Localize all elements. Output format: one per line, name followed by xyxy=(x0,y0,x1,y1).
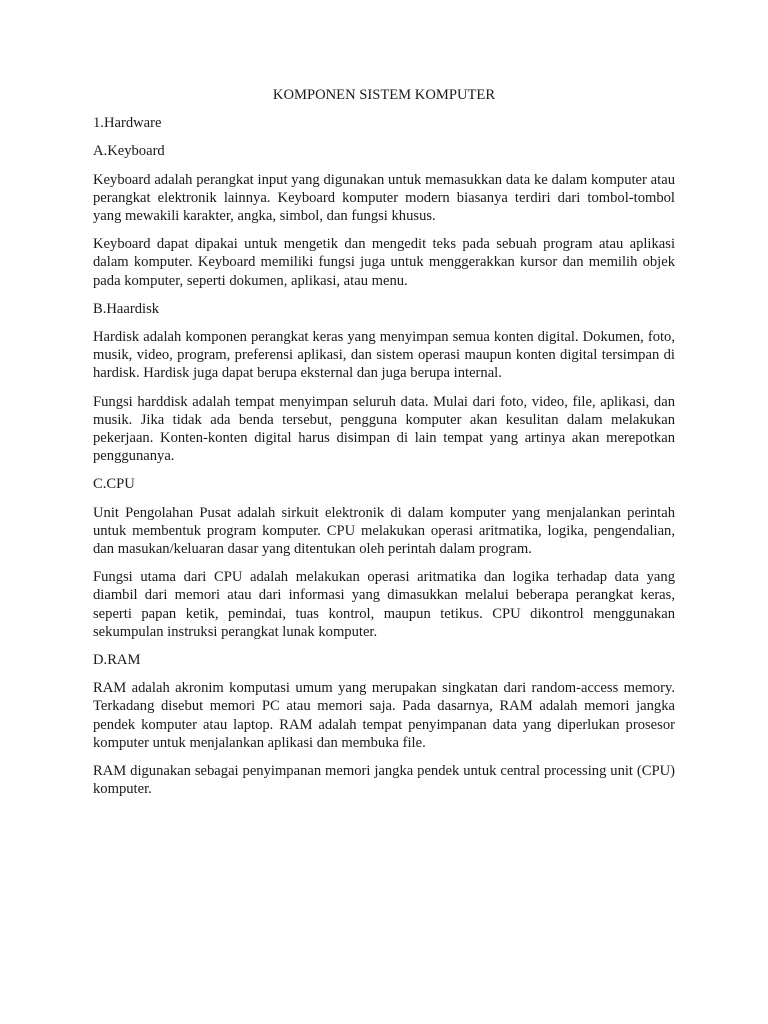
paragraph-keyboard-2: Keyboard dapat dipakai untuk mengetik dan mengedit teks pada sebuah program atau aplikasi dalam komputer. Keyboard memiliki fungsi juga untuk menggerakkan kursor dan memilih objek pada komputer, seperti dokumen, aplikasi, atau menu. xyxy=(93,236,675,289)
document-title: KOMPONEN SISTEM KOMPUTER xyxy=(272,87,496,103)
subheading-harddisk: B.Haardisk xyxy=(93,300,160,317)
subheading-ram: D.RAM xyxy=(93,652,141,669)
paragraph-harddisk-1: Hardisk adalah komponen perangkat keras yang menyimpan semua konten digital. Dokumen, foto, musik, video, program, preferensi aplikasi, dan sistem operasi maupun konten digital tersimpan di hardisk. Hardisk juga dapat berupa eksternal dan juga berupa internal. xyxy=(93,329,675,382)
paragraph-ram-1: RAM adalah akronim komputasi umum yang merupakan singkatan dari random-access memory. Terkadang disebut memori PC atau memori saja. Pada dasarnya, RAM adalah memori jangka pendek komputer atau laptop. RAM adalah tempat penyimpanan data yang diperlukan prosesor komputer untuk menjalankan aplikasi dan membuka file. xyxy=(93,680,675,751)
paragraph-harddisk-2: Fungsi harddisk adalah tempat menyimpan seluruh data. Mulai dari foto, video, file, aplikasi, dan musik. Jika tidak ada benda tersebut, pengguna komputer akan kesulitan dalam melakukan pekerjaan. Konten-konten digital harus disimpan di lain tempat yang artinya akan merepotkan penggunanya. xyxy=(93,393,675,465)
paragraph-cpu-1: Unit Pengolahan Pusat adalah sirkuit elektronik di dalam komputer yang menjalankan perintah untuk membentuk program komputer. CPU melakukan operasi aritmatika, logika, pengendalian, dan masukan/keluaran dasar yang ditentukan oleh perintah dalam program. xyxy=(93,504,675,558)
section-heading-hardware: 1.Hardware xyxy=(93,115,162,132)
document-page xyxy=(93,86,675,809)
paragraph-cpu-2: Fungsi utama dari CPU adalah melakukan operasi aritmatika dan logika terhadap data yang diambil dari memori atau dari informasi yang dimasukkan melalui beberapa perangkat keras, seperti papan ketik, pemindai, tuas kontrol, maupun tetikus. CPU dikontrol menggunakan sekumpulan instruksi perangkat lunak komputer. xyxy=(93,569,675,640)
subheading-keyboard: A.Keyboard xyxy=(93,143,165,160)
paragraph-ram-2: RAM digunakan sebagai penyimpanan memori jangka pendek untuk central processing unit (CPU) komputer. xyxy=(93,763,675,798)
paragraph-keyboard-1: Keyboard adalah perangkat input yang digunakan untuk memasukkan data ke dalam komputer atau perangkat elektronik lainnya. Keyboard komputer modern biasanya terdiri dari tombol-tombol yang mewakili karakter, angka, simbol, dan fungsi khusus. xyxy=(93,171,675,225)
subheading-cpu: C.CPU xyxy=(93,476,135,493)
